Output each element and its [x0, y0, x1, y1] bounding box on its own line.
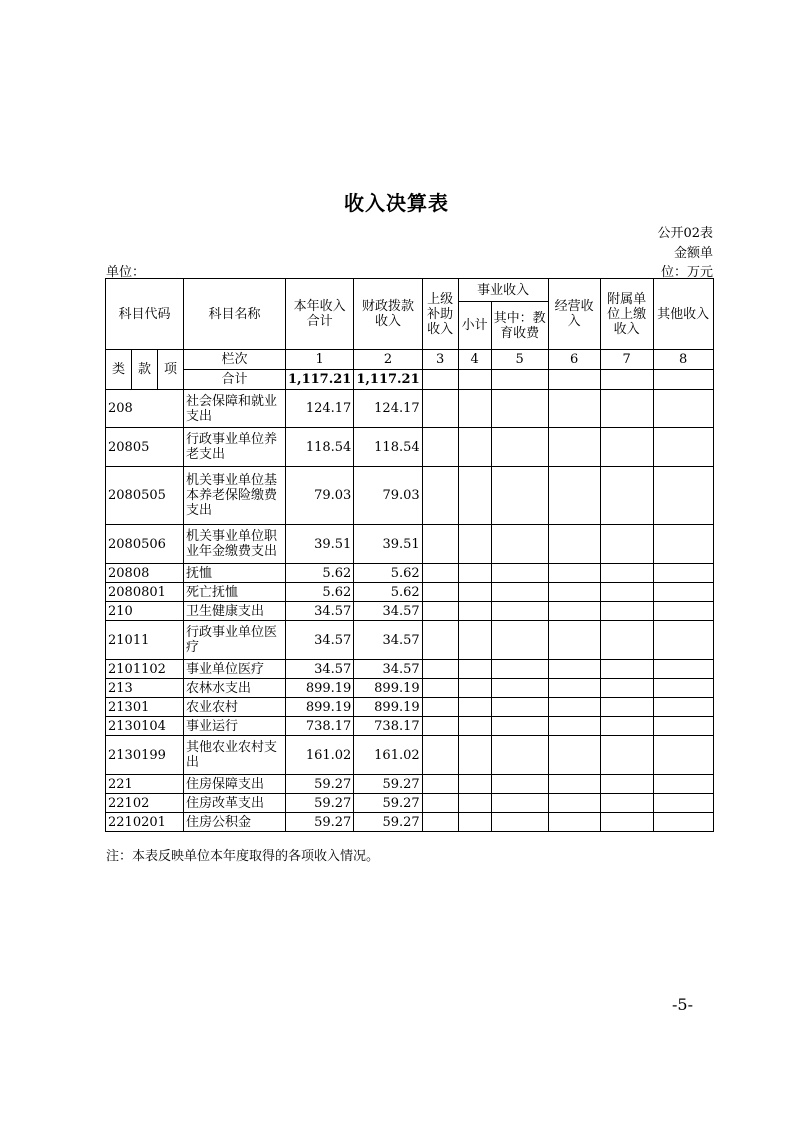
table-row — [106, 813, 714, 832]
row-fiscal: 161.02 — [354, 736, 422, 775]
table-row — [106, 525, 714, 564]
row-code: 2210201 — [106, 813, 184, 832]
header-career-subtotal: 小计 — [458, 302, 491, 350]
row-fiscal: 899.19 — [354, 679, 422, 698]
total-income-value: 1,117.21 — [286, 370, 354, 390]
table-row — [106, 583, 714, 602]
row-fiscal: 34.57 — [354, 621, 422, 660]
page-title: 收入决算表 — [344, 191, 449, 215]
row-fiscal: 899.19 — [354, 698, 422, 717]
row-name: 农业农村 — [184, 698, 286, 717]
table-row — [106, 736, 714, 775]
row-fiscal: 34.57 — [354, 660, 422, 679]
header-subsidy: 上级补助收入 — [422, 279, 458, 350]
row-code: 221 — [106, 775, 184, 794]
row-fiscal: 39.51 — [354, 525, 422, 564]
row-name: 其他农业农村支出 — [184, 736, 286, 775]
row-total: 5.62 — [286, 564, 354, 583]
row-code: 22102 — [106, 794, 184, 813]
row-fiscal: 738.17 — [354, 717, 422, 736]
organization-label: 单位： — [106, 265, 146, 280]
row-code: 21301 — [106, 698, 184, 717]
table-note: 注：本表反映单位本年度取得的各项收入情况。 — [106, 849, 380, 864]
col-number: 1 — [286, 350, 354, 370]
header-lei: 类 — [106, 350, 132, 390]
amount-unit-label: 金额单 — [673, 246, 713, 261]
row-fiscal: 5.62 — [354, 564, 422, 583]
col-number: 3 — [422, 350, 458, 370]
page-number: -5- — [672, 995, 693, 1014]
row-code: 20808 — [106, 564, 184, 583]
row-code: 2130199 — [106, 736, 184, 775]
row-name: 事业单位医疗 — [184, 660, 286, 679]
col-number: 6 — [548, 350, 600, 370]
header-affiliated: 附属单位上缴收入 — [600, 279, 653, 350]
header-career: 事业收入 — [458, 279, 548, 302]
table-row — [106, 602, 714, 621]
row-fiscal: 59.27 — [354, 794, 422, 813]
table-row — [106, 660, 714, 679]
row-total: 161.02 — [286, 736, 354, 775]
col-number: 4 — [458, 350, 491, 370]
income-table — [105, 278, 714, 832]
table-row — [106, 775, 714, 794]
table-row — [106, 717, 714, 736]
header-total: 本年收入合计 — [286, 279, 354, 350]
row-total: 34.57 — [286, 660, 354, 679]
header-kuan: 款 — [132, 350, 158, 390]
row-code: 213 — [106, 679, 184, 698]
row-name: 事业运行 — [184, 717, 286, 736]
header-operating: 经营收入 — [548, 279, 600, 350]
row-name: 社会保障和就业支出 — [184, 390, 286, 428]
total-fiscal-value: 1,117.21 — [354, 370, 422, 390]
row-total: 899.19 — [286, 679, 354, 698]
row-name: 行政事业单位养老支出 — [184, 428, 286, 467]
row-total: 59.27 — [286, 794, 354, 813]
table-row — [106, 390, 714, 428]
header-name: 科目名称 — [184, 279, 286, 350]
row-name: 机关事业单位职业年金缴费支出 — [184, 525, 286, 564]
row-total: 5.62 — [286, 583, 354, 602]
row-fiscal: 59.27 — [354, 775, 422, 794]
header-career-edu: 其中：教育收费 — [491, 302, 548, 350]
row-name: 卫生健康支出 — [184, 602, 286, 621]
header-other: 其他收入 — [653, 279, 713, 350]
amount-unit-value: 位：万元 — [660, 265, 713, 280]
row-name: 农林水支出 — [184, 679, 286, 698]
row-code: 21011 — [106, 621, 184, 660]
row-total: 118.54 — [286, 428, 354, 467]
row-name: 住房改革支出 — [184, 794, 286, 813]
col-number: 7 — [600, 350, 653, 370]
table-row — [106, 698, 714, 717]
row-name: 住房保障支出 — [184, 775, 286, 794]
table-row — [106, 467, 714, 525]
form-number: 公开02表 — [657, 226, 713, 241]
row-fiscal: 59.27 — [354, 813, 422, 832]
row-total: 34.57 — [286, 621, 354, 660]
col-number: 2 — [354, 350, 422, 370]
row-total: 59.27 — [286, 813, 354, 832]
row-code: 20805 — [106, 428, 184, 467]
table-row — [106, 679, 714, 698]
total-label: 合计 — [184, 370, 286, 390]
row-code: 2130104 — [106, 717, 184, 736]
row-total: 34.57 — [286, 602, 354, 621]
table-row — [106, 794, 714, 813]
row-name: 住房公积金 — [184, 813, 286, 832]
row-total: 124.17 — [286, 390, 354, 428]
row-name: 抚恤 — [184, 564, 286, 583]
table-row — [106, 621, 714, 660]
header-code: 科目代码 — [106, 279, 184, 350]
row-code: 2080506 — [106, 525, 184, 564]
row-total: 59.27 — [286, 775, 354, 794]
row-fiscal: 118.54 — [354, 428, 422, 467]
row-total: 39.51 — [286, 525, 354, 564]
row-code: 210 — [106, 602, 184, 621]
row-fiscal: 79.03 — [354, 467, 422, 525]
row-total: 899.19 — [286, 698, 354, 717]
col-number: 8 — [653, 350, 713, 370]
row-code: 208 — [106, 390, 184, 428]
row-total: 79.03 — [286, 467, 354, 525]
row-total: 738.17 — [286, 717, 354, 736]
header-fiscal: 财政拨款收入 — [354, 279, 422, 350]
row-fiscal: 5.62 — [354, 583, 422, 602]
row-code: 2080505 — [106, 467, 184, 525]
row-code: 2080801 — [106, 583, 184, 602]
row-name: 机关事业单位基本养老保险缴费支出 — [184, 467, 286, 525]
table-row — [106, 564, 714, 583]
row-code: 2101102 — [106, 660, 184, 679]
col-number: 5 — [491, 350, 548, 370]
row-fiscal: 34.57 — [354, 602, 422, 621]
table-row — [106, 428, 714, 467]
header-xiang: 项 — [158, 350, 184, 390]
row-name: 死亡抚恤 — [184, 583, 286, 602]
header-lanci: 栏次 — [184, 350, 286, 370]
row-name: 行政事业单位医疗 — [184, 621, 286, 660]
row-fiscal: 124.17 — [354, 390, 422, 428]
